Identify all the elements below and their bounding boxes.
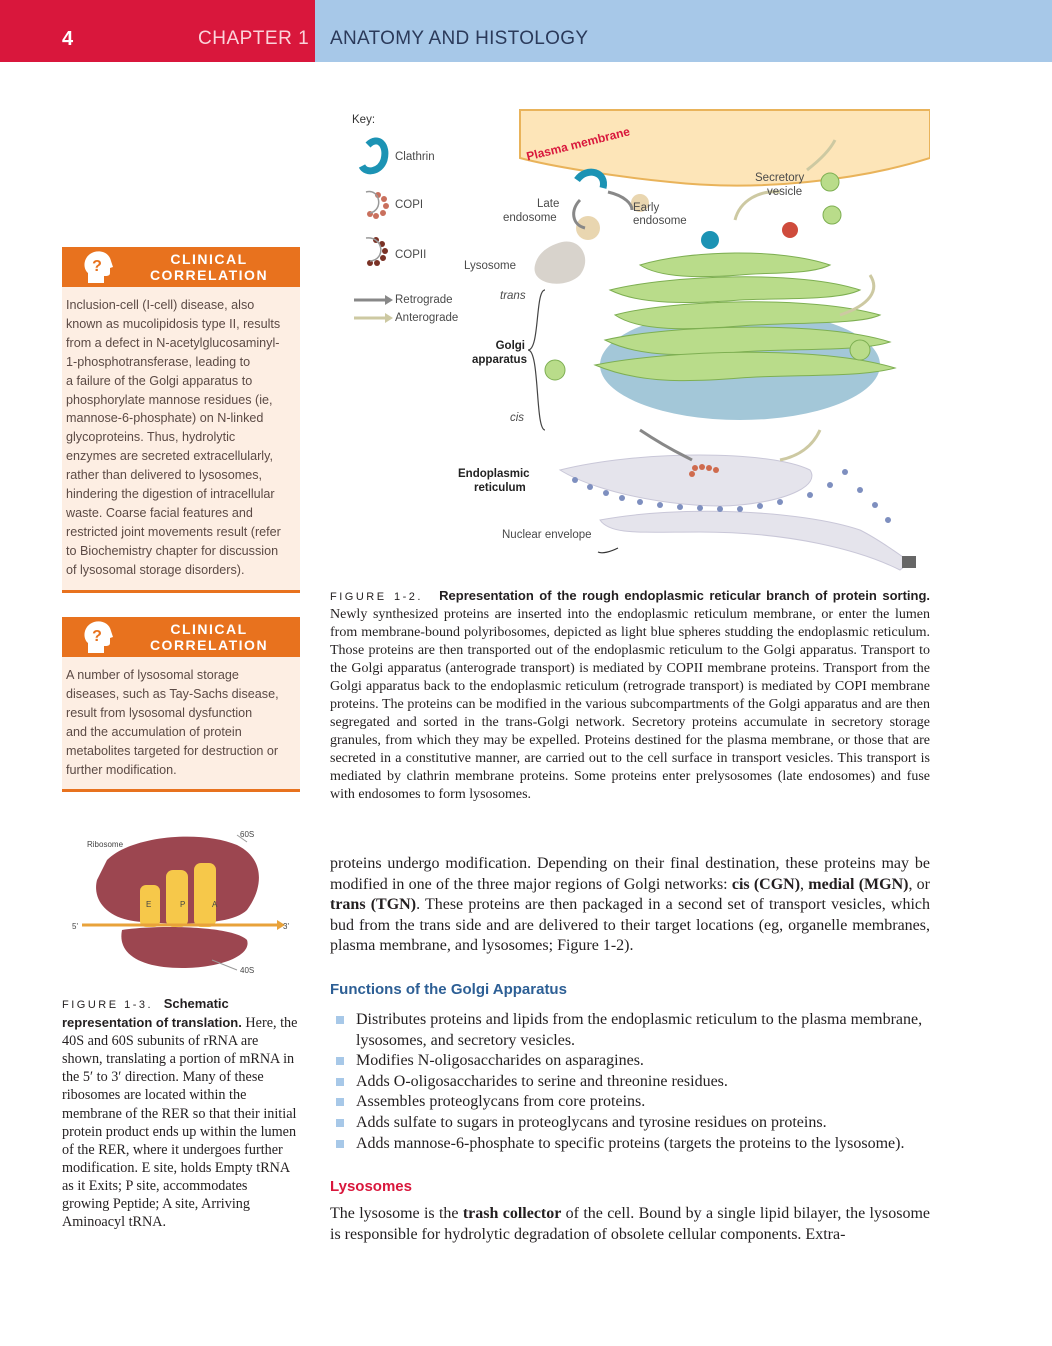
text-line: glycoproteins. Thus, hydrolytic [66,430,236,445]
key-clathrin-icon [362,141,385,171]
section-heading-golgi-functions: Functions of the Golgi Apparatus [330,981,567,998]
a-site-label: A [212,900,218,909]
endoplasmic-reticulum [560,455,812,506]
key-clathrin-label: Clathrin [395,151,435,163]
cis-term: cis (CGN) [731,875,801,893]
early-endosome-label: Early [633,202,660,214]
key-copi-label: COPI [395,199,424,211]
body-paragraph-golgi-modification: proteins undergo modification. Depending on their final destination, these proteins may be modified in one of the three major regions of Golgi networks: cis (CGN), medial (MGN), or trans (TGN). These proteins are then packaged in a second set of transport vesicles, which bud from the trans side and are delivered to their target locations (eg, organelle membranes, plasma membrane, and lysosomes; Figure 1-2). [330,855,931,955]
head-question-icon [80,249,116,285]
medial-term: medial (MGN) [808,875,909,893]
key-copii-icon [366,237,388,266]
late-endosome-label: Late [537,198,560,210]
list-item: Assembles proteoglycans from core proteins. [334,1092,934,1113]
section-heading-lysosomes: Lysosomes [330,1178,412,1195]
golgi-label-2: apparatus [472,354,527,366]
p-site-label: P [180,900,186,909]
chapter-title: ANATOMY AND HISTOLOGY [330,28,589,49]
lysosome-label: Lysosome [464,260,516,272]
key-copii-label: COPII [395,249,427,261]
cis-label: cis [510,412,525,424]
text-line: known as mucolipidosis type II, results [66,316,281,331]
trash-collector-term: trash collector [462,1205,562,1222]
figure-label: FIGURE 1-2. [330,591,423,603]
clinical-correlation-header [62,617,300,657]
text-line: of lysosomal storage disorders). [66,562,245,577]
list-item: Adds sulfate to sugars in proteoglycans and tyrosine residues on proteins. [334,1113,934,1134]
list-item: Adds O-oligosaccharides to serine and threonine residues. [334,1072,934,1093]
five-prime-label: 5' [72,922,78,931]
e-site-label: E [146,900,152,909]
er-label: Endoplasmic [458,468,530,480]
key-label: Key: [352,114,376,126]
figure-1-3-caption [62,995,298,1231]
clinical-correlation-box-2 [62,617,300,792]
list-item: Distributes proteins and lipids from the endoplasmic reticulum to the plasma membrane, lysosomes, and secretory vesicles. [334,1010,934,1051]
text-line: hindering the digestion of intracellular [66,487,275,502]
protein-sorting-diagram [340,100,930,575]
text-line: enzymes are secreted extracellularly, [66,449,273,464]
cc-title-line1: CLINICAL [170,251,248,267]
late-endosome-label-2: endosome [503,212,557,224]
cc-title-line1: CLINICAL [170,621,248,637]
page-number: 4 [62,28,74,50]
figure-caption-text: Newly synthesized proteins are inserted into the endoplasmic reticulum membrane, or enter the lumen from membrane-bound polyribosomes, depicted as light blue spheres studding the endoplasmic reticulum. Those proteins are then transported out of the endoplasmic reticulum to the Golgi apparatus. Transport to the Golgi apparatus (anterograde transport) is mediated by COPII membrane proteins. Transport from the Golgi apparatus back to the endoplasmic reticulum (retrograde transport) is mediated by COPI membrane proteins. The proteins can be modified in the various subcompartments of the Golgi apparatus and are then segregated and sorted in the trans-Golgi network. Secretory proteins accumulate in secretory storage granules, from which they may be expelled. Proteins destined for the plasma membrane, or those that are secreted in a constitutive manner, are carried out to the cell surface in transport vesicles. This transport is mediated by clathrin membrane proteins. Some proteins enter prelysosomes (late endosomes) and fuse with endosomes to form lysosomes. [330,607,930,802]
figure-caption-text: Here, the 40S and 60S subunits of rRNA are shown, translating a portion of mRNA in the 5′ to 3′ direction. Many of these ribosomes are located within the membrane of the RER so that their initial protein product ends up within the lumen of the RER, where it undergoes further modification. E site, holds Empty tRNA as it Exits; P site, accommodates growing Peptide; A site, Arriving Aminoacyl tRNA. [62,1015,298,1231]
clinical-correlation-text [62,657,300,789]
text-line: and the accumulation of protein [66,724,242,739]
text-line: Inclusion-cell (I-cell) disease, also [66,298,255,312]
text-line: to Biochemistry chapter for discussion [66,543,279,558]
body-paragraph-lysosomes: The lysosome is the trash collector of the cell. Bound by a single lipid bilayer, the lysosome is responsible for hydrolytic degradation of obsolete cellular components. Extra- [330,1205,930,1243]
key-copi-icon [366,192,389,219]
golgi-apparatus [595,253,895,420]
golgi-label: Golgi [495,340,525,352]
clinical-correlation-box-1 [62,247,300,593]
lysosome [535,242,586,284]
er-label-2: reticulum [474,482,526,494]
text-line: restricted joint movements result (refer [66,524,281,539]
text-line: waste. Coarse facial features and [66,505,253,520]
list-item: Adds mannose-6-phosphate to specific proteins (targets the proteins to the lysosome). [334,1134,934,1155]
text-line: a failure of the Golgi apparatus to [66,373,253,388]
figure-title: Schematic representation of translation. [62,996,242,1031]
list-item: Modifies N-oligosaccharides on asparagines. [334,1051,934,1072]
plasma-membrane-label: Plasma membrane [525,124,632,164]
svg-text:?: ? [92,258,102,275]
text-line: diseases, such as Tay-Sachs disease, [66,686,279,701]
text-line: from a defect in N-acetylglucosaminyl- [66,335,280,350]
text-line: rather than delivered to lysosomes, [66,468,263,483]
text-line: further modification. [66,762,177,777]
text-line: 1-phosphotransferase, leading to [66,354,251,369]
trans-term: trans (TGN) [330,896,417,914]
text-line: phosphorylate mannose residues (ie, [66,392,273,407]
figure-1-2-caption [330,587,930,804]
three-prime-label: 3' [283,922,289,931]
text-line: mannose-6-phosphate) on N-linked [66,411,264,426]
clinical-correlation-text [62,287,300,590]
text-line: result from lysosomal dysfunction [66,705,253,720]
chapter-label: CHAPTER 1 [198,28,310,49]
key-retrograde-label: Retrograde [395,294,453,306]
text-line: metabolites targeted for destruction or [66,743,279,758]
40s-label: 40S [240,966,255,975]
early-endosome-label-2: endosome [633,215,687,227]
secretory-vesicle-label: Secretory [755,172,805,184]
figure-title: Representation of the rough endoplasmic reticular branch of protein sorting. [439,588,931,603]
svg-text:?: ? [92,628,102,645]
cc-title-line2: CORRELATION [149,267,269,283]
figure-label: FIGURE 1-3. [62,999,154,1011]
golgi-functions-list [334,1010,934,1154]
nuclear-envelope-label: Nuclear envelope [502,529,592,541]
text-line: A number of lysosomal storage [66,668,239,682]
key-anterograde-label: Anterograde [395,312,459,324]
ribosome-label: Ribosome [87,840,124,849]
trans-label: trans [500,290,526,302]
60s-label: 60S [240,830,255,839]
cc-title-line2: CORRELATION [149,637,269,653]
head-question-icon [80,619,116,655]
clinical-correlation-header [62,247,300,287]
secretory-vesicle-label-2: vesicle [767,186,803,198]
